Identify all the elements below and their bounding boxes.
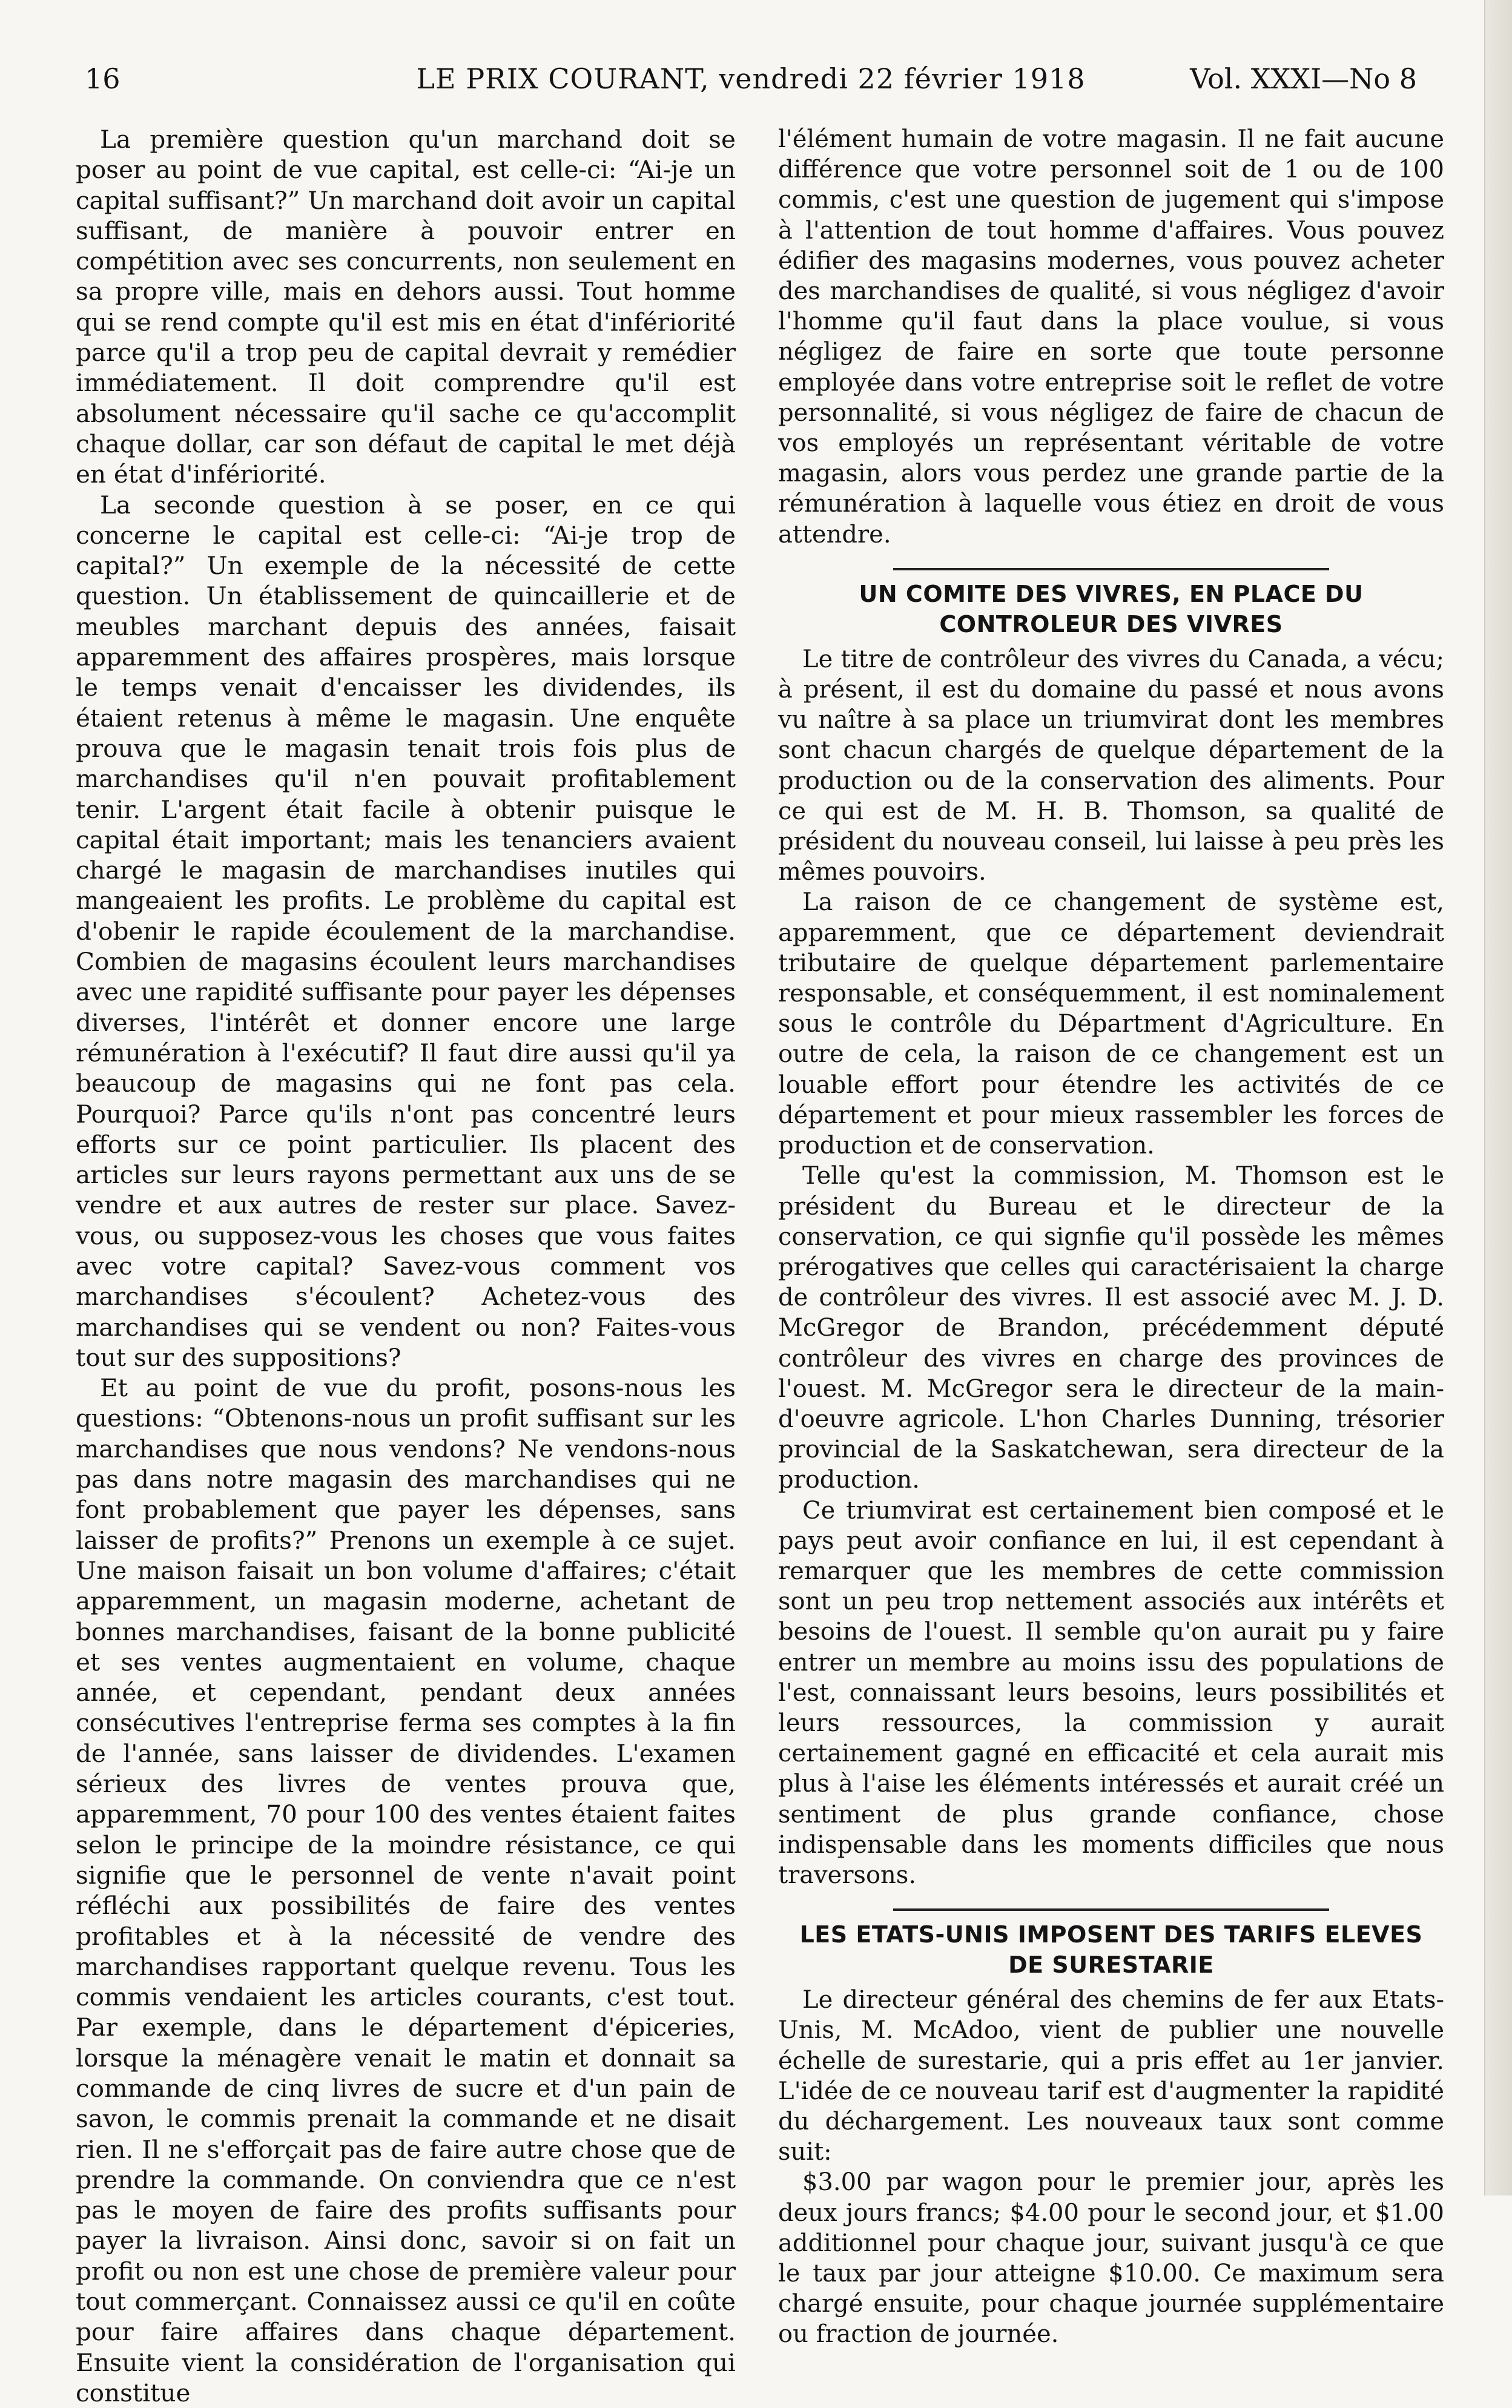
running-head <box>85 58 1417 100</box>
article-divider <box>893 568 1329 570</box>
paragraph: Le titre de contrôleur des vivres du Canada, a vécu; à présent, il est du domaine du passé et nous avons vu naître à sa place un triumvirat dont les membres sont chacun chargés de quelque département de la production ou de la conservation des aliments. Pour ce qui est de M. H. B. Thomson, sa qualité de président du nouveau conseil, lui laisse à peu près les mêmes pouvoirs. <box>778 645 1444 886</box>
article-divider <box>893 1908 1329 1911</box>
paragraph: La raison de ce changement de système est, apparemment, que ce département deviendrait tributaire de quelque département parlementaire responsable, et conséquemment, il est nominalement sous le contrôle du Départment d'Agriculture. En outre de cela, la raison de ce changement est un louable effort pour étendre les activités de ce département et pour mieux rassembler les forces de production et de conservation. <box>778 888 1444 1160</box>
paragraph: Le directeur général des chemins de fer aux Etats-Unis, M. McAdoo, vient de publier une nouvelle échelle de surestarie, qui a pris effet au 1er janvier. L'idée de ce nouveau tarif est d'augmenter la rapidité du déchargement. Les nouveaux taux sont comme suit: <box>778 1986 1444 2166</box>
paragraph: Et au point de vue du profit, posons-nous les questions: “Obtenons-nous un profit suffisant sur les marchandises que nous vendons? Ne vendons-nous pas dans notre magasin des marchandises qui ne font probablement que payer les dépenses, sans laisser de profits?” Prenons un exemple à ce sujet. Une maison faisait un bon volume d'affaires; c'était apparemment, un magasin moderne, achetant de bonnes marchandises, faisant de la bonne publicité et ses ventes augmentaient en volume, chaque année, et cependant, pendant deux années consécutives l'entreprise ferma ses comptes à la fin de l'année, sans laisser de dividendes. L'examen sérieux des livres de ventes prouva que, apparemment, 70 pour 100 des ventes étaient faites selon le principe de la moindre résistance, ce qui signifie que le personnel de vente n'avait point réfléchi aux possibilités de faire des ventes profitables et à la nécessité de vendre des marchandises rapportant quelque revenu. Tous les commis vendaient les articles courants, c'est tout. Par exemple, dans le département d'épiceries, lorsque la ménagère venait le matin et donnait sa commande de cinq livres de sucre et d'un pain de savon, le commis prenait la commande et ne disait rien. Il ne s'efforçait pas de faire autre chose que de prendre la commande. On conviendra que ce n'est pas le moyen de faire des profits suffisants pour payer la livraison. Ainsi donc, savoir si on fait un profit ou non est une chose de première valeur pour tout commerçant. Connaissez aussi ce qu'il en coûte pour faire affaires dans chaque département. Ensuite vient la considération de l'organisation qui constitue <box>76 1373 736 2407</box>
article-headline: LES ETATS-UNIS IMPOSENT DES TARIFS ELEVES DE SURESTARIE <box>799 1921 1423 1979</box>
paragraph: La première question qu'un marchand doit se poser au point de vue capital, est celle-ci: “Ai-je un capital suffisant?” Un marchand doit avoir un capital suffisant, de manière à pouvoir entrer en compétition avec ses concurrents, non seulement en sa propre ville, mais en dehors aussi. Tout homme qui se rend compte qu'il est mis en état d'infériorité parce qu'il a trop peu de capital devrait y remédier immédiatement. Il doit comprendre qu'il est absolument nécessaire qu'il sache ce qu'accomplit chaque dollar, car son défaut de capital le met déjà en état d'infériorité. <box>76 125 736 489</box>
paragraph: Telle qu'est la commission, M. Thomson est le président du Bureau et le directeur de la conservation, ce qui signfie qu'il possède les mêmes prérogatives que celles qui caractérisaient la charge de contrôleur des vivres. Il est associé avec M. J. D. McGregor de Brandon, précédemment député contrôleur des vivres en charge des provinces de l'ouest. M. McGregor sera le directeur de la main-d'oeuvre agricole. L'hon Charles Dunning, trésorier provincial de la Saskatchewan, sera directeur de la production. <box>778 1162 1444 1494</box>
facing-page-edge <box>1484 0 1512 2195</box>
paragraph: La seconde question à se poser, en ce qui concerne le capital est celle-ci: “Ai-je trop de capital?” Un exemple de la nécessité de cette question. Un établissement de quincaillerie et de meubles marchant depuis des années, faisait apparemment des affaires prospères, mais lorsque le temps venait d'encaisser les dividendes, ils étaient retenus à même le magasin. Une enquête prouva que le magasin tenait trois fois plus de marchandises qu'il n'en pouvait profitablement tenir. L'argent était facile à obtenir puisque le capital était important; mais les tenanciers avaient chargé le magasin de marchandises inutiles qui mangeaient les profits. Le problème du capital est d'obenir le rapide écoulement de la marchandise. Combien de magasins écoulent leurs marchandises avec une rapidité suffisante pour payer les dépenses diverses, l'intérêt et donner encore une large rémunération à l'exécutif? Il faut dire aussi qu'il ya beaucoup de magasins qui ne font pas cela. Pourquoi? Parce qu'ils n'ont pas concentré leurs efforts sur ce point particulier. Ils placent des articles sur leurs rayons permettant aux uns de se vendre et aux autres de rester sur place. Savez-vous, ou supposez-vous les choses que vous faites avec votre capital? Savez-vous comment vos marchandises s'écoulent? Achetez-vous des marchandises qui se vendent ou non? Faites-vous tout sur des suppositions? <box>76 490 736 1372</box>
publication-line: LE PRIX COURANT, vendredi 22 février 1918 <box>416 62 1086 95</box>
paragraph: $3.00 par wagon pour le premier jour, après les deux jours francs; $4.00 pour le second jour, et $1.00 additionnel pour chaque jour, suivant jusqu'à ce que le taux par jour atteigne $10.00. Ce maximum sera chargé ensuite, pour chaque journée supplémentaire ou fraction de journée. <box>778 2168 1444 2349</box>
page-number: 16 <box>85 62 120 95</box>
right-column <box>778 124 1444 2350</box>
continued-paragraph: l'élément humain de votre magasin. Il ne fait aucune différence que votre personnel soit de 1 ou de 100 commis, c'est une question de jugement qui s'impose à l'attention de tout homme d'affaires. Vous pouvez édifier des magasins modernes, vous pouvez acheter des marchandises de qualité, si vous négligez d'avoir l'homme qu'il faut dans la place voulue, si vous négligez de faire en sorte que toute personne employée dans votre entreprise soit le reflet de votre personnalité, si vous négligez de faire de chacun de vos employés un représentant véritable de votre magasin, alors vous perdez une grande partie de la rémunération à laquelle vous étiez en droit de vous attendre. <box>778 125 1444 549</box>
paragraph: Ce triumvirat est certainement bien composé et le pays peut avoir confiance en lui, il est cependant à remarquer que les membres de cette commission sont un peu trop nettement associés aux intérêts et besoins de l'ouest. Il semble qu'on aurait pu y faire entrer un membre au moins issu des populations de l'est, connaissant leurs besoins, leurs possibilités et leurs ressources, la commission y aurait certainement gagné en efficacité et cela aurait mis plus à l'aise les éléments intéressés et aurait créé un sentiment de plus grande confiance, chose indispensable dans les moments difficiles que nous traversons. <box>778 1496 1444 1889</box>
volume-number: Vol. XXXI—No 8 <box>1190 62 1417 95</box>
left-column <box>76 124 736 2408</box>
article-headline: UN COMITE DES VIVRES, EN PLACE DU CONTROLEUR DES VIVRES <box>859 580 1364 638</box>
